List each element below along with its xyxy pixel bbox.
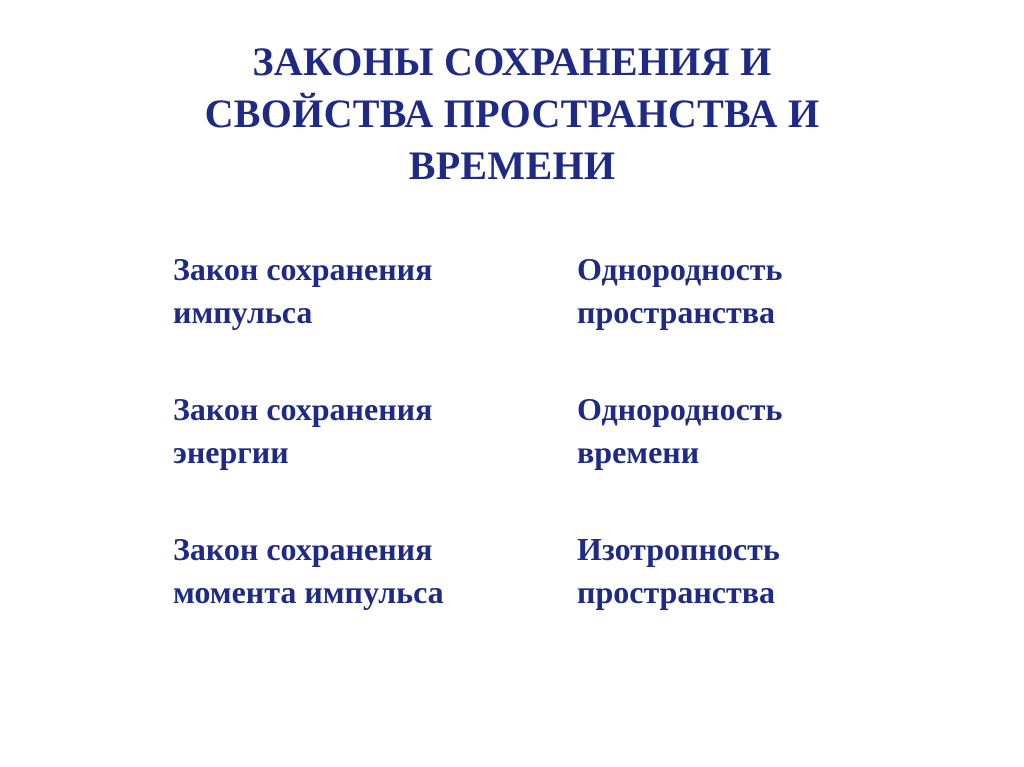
- law-item-line-1: Закон сохранения: [173, 391, 433, 427]
- title-line-1: ЗАКОНЫ СОХРАНЕНИЯ И: [252, 39, 772, 84]
- property-item-line-2: времени: [577, 434, 700, 470]
- laws-column: [173, 248, 553, 668]
- law-item-line-2: энергии: [173, 434, 289, 470]
- title-line-2: СВОЙСТВА ПРОСТРАНСТВА И: [204, 91, 820, 136]
- law-item-line-2: импульса: [173, 294, 313, 330]
- law-item-energy: [173, 388, 553, 474]
- property-item-line-1: Изотропность: [577, 531, 780, 567]
- property-item-time-homogeneity: [577, 388, 957, 474]
- law-item-line-1: Закон сохранения: [173, 251, 433, 287]
- property-item-line-2: пространства: [577, 294, 775, 330]
- title-line-3: ВРЕМЕНИ: [408, 143, 616, 188]
- law-item-momentum: [173, 248, 553, 334]
- law-item-line-1: Закон сохранения: [173, 531, 433, 567]
- property-item-space-homogeneity: [577, 248, 957, 334]
- law-item-line-2: момента импульса: [173, 574, 444, 610]
- properties-column: [577, 248, 957, 668]
- slide-title: [100, 36, 924, 192]
- property-item-line-1: Однородность: [577, 251, 783, 287]
- property-item-line-2: пространства: [577, 574, 775, 610]
- property-item-space-isotropy: [577, 528, 957, 614]
- law-item-angular-momentum: [173, 528, 553, 614]
- property-item-line-1: Однородность: [577, 391, 783, 427]
